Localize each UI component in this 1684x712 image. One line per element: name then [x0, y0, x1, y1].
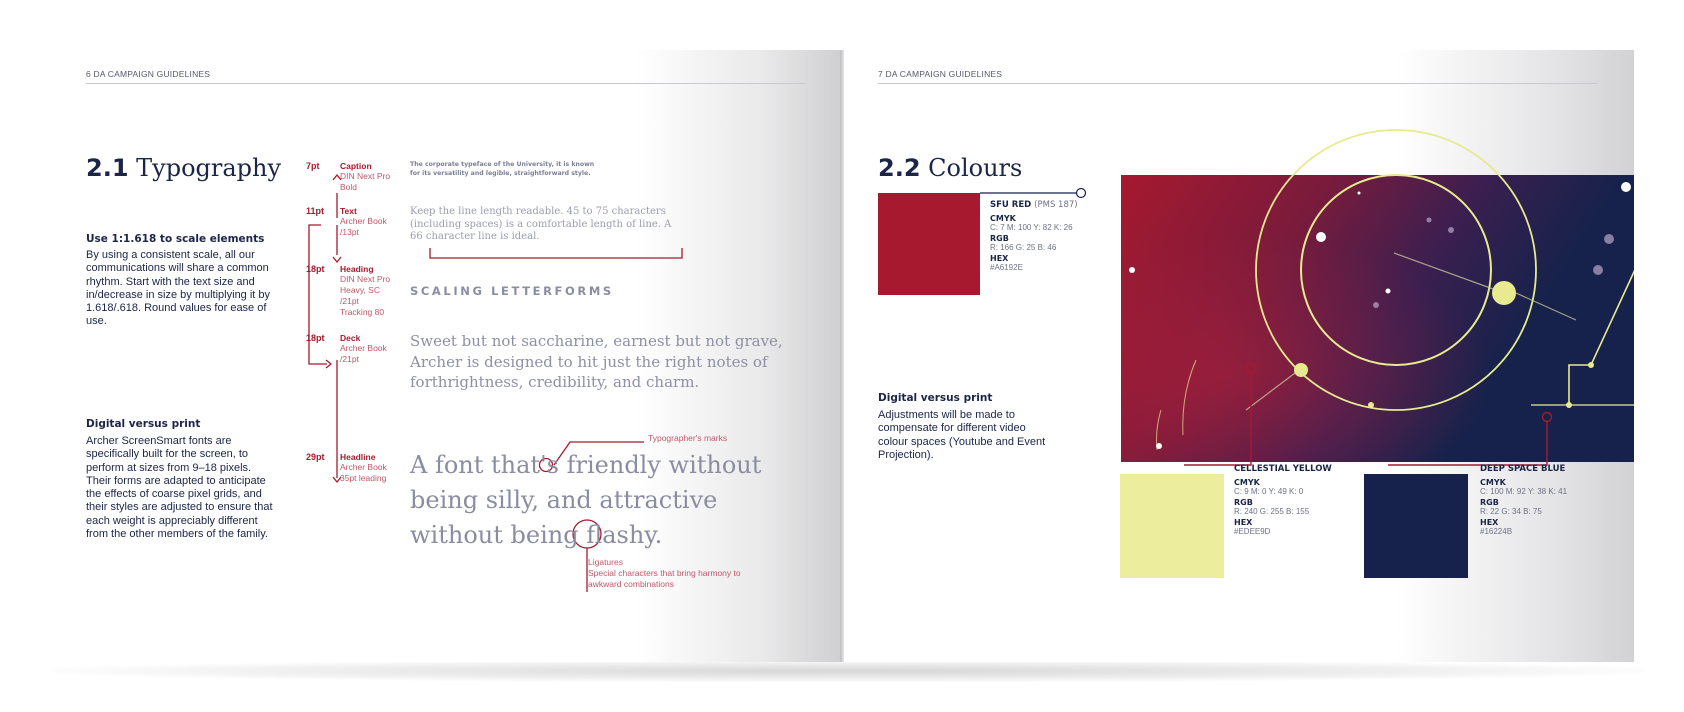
rgb-value: R: 240 G: 255 B: 155 [1234, 507, 1310, 516]
spec-line: Tracking 80 [340, 307, 385, 317]
caption-sample [410, 160, 594, 178]
colour-name: CELLESTIAL YELLOW [1234, 464, 1332, 474]
spec-line: /13pt [340, 227, 359, 237]
colour-info-sfu-red [990, 200, 1078, 272]
rgb-label: RGB [990, 234, 1009, 243]
colour-connectors [842, 50, 1634, 662]
running-head: 6 DA CAMPAIGN GUIDELINES [86, 69, 211, 79]
digital-body: Archer ScreenSmart fonts are specifically built for the screen, to perform at sizes from 9–18 pixels. Their forms are adapted to anticipate the effects of coarse pixel grids, and their styles are adjusted to ensure that each weight is appreciably different from the other members of the family. [86, 435, 273, 541]
deck-line: Archer is designed to hit just the right notes of [410, 352, 768, 371]
level-text-spec [340, 216, 387, 238]
deck-sample [410, 331, 783, 393]
cmyk-value: C: 9 M: 0 Y: 49 K: 0 [1234, 487, 1304, 496]
right-page [842, 50, 1634, 662]
swatch-sfu-red [878, 193, 980, 295]
hex-value: #EDEE9D [1234, 527, 1271, 536]
cmyk-value: C: 7 M: 100 Y: 82 K: 26 [990, 223, 1073, 232]
colour-name [990, 200, 1078, 210]
hex-value: #A6192E [990, 263, 1023, 272]
marks-annotation: Typographer's marks [648, 433, 728, 443]
size-text: 11pt [306, 206, 325, 216]
section-number: 2.1 [86, 154, 129, 182]
rgb-label: RGB [1480, 498, 1499, 507]
spec-line: Bold [340, 182, 358, 192]
swatch-celestial-yellow [1120, 474, 1224, 578]
spec-line: Heavy, SC [340, 285, 380, 295]
cmyk-label: CMYK [1234, 478, 1260, 487]
spec-line: Archer Book [340, 462, 387, 472]
spec-line: 35pt leading [340, 473, 387, 483]
colour-note: (PMS 187) [1034, 200, 1078, 210]
hex-label: HEX [990, 254, 1009, 263]
rgb-value: R: 166 G: 25 B: 46 [990, 243, 1057, 252]
ligatures-line: Special characters that bring harmony to [588, 568, 741, 578]
digital-body: Adjustments will be made to compensate for different video colour spaces (Youtube and Event Projection). [878, 409, 1046, 461]
spec-line: DIN Next Pro [340, 171, 391, 181]
rgb-label: RGB [1234, 498, 1253, 507]
text-line: 66 character line is ideal. [410, 231, 540, 242]
scale-heading: Use 1:1.618 to scale elements [86, 233, 265, 245]
caption-line: The corporate typeface of the University, it is known [410, 161, 595, 168]
section-title-text: Colours [928, 154, 1023, 182]
ligatures-line: awkward combinations [588, 579, 674, 589]
spec-line: /21pt [340, 296, 359, 306]
text-line: (including spaces) is a comfortable length of line. A [410, 218, 672, 230]
page-shadow [54, 660, 1644, 682]
headline-sample [410, 448, 761, 553]
spec-line: /21pt [340, 354, 359, 364]
digital-heading: Digital versus print [878, 392, 993, 404]
level-deck-spec [340, 343, 387, 365]
hex-value: #16224B [1480, 527, 1513, 536]
hex-label: HEX [1480, 518, 1499, 527]
book-spine [840, 50, 844, 662]
level-heading-spec [340, 274, 390, 318]
size-caption: 7pt [306, 161, 320, 171]
cmyk-label: CMYK [990, 214, 1016, 223]
ligatures-title: Ligatures [588, 557, 623, 567]
cmyk-value: C: 100 M: 92 Y: 38 K: 41 [1480, 487, 1568, 496]
caption-line: for its versatility and legible, straightforward style. [410, 170, 591, 177]
deck-line: forthrightness, credibility, and charm. [410, 373, 700, 391]
level-deck-name: Deck [340, 333, 361, 343]
headline-line: being silly, and attractive [410, 486, 718, 514]
size-deck: 18pt [306, 333, 325, 343]
running-head: 7 DA CAMPAIGN GUIDELINES [878, 69, 1003, 79]
headline-line: without being flashy. [410, 521, 663, 549]
colour-name: DEEP SPACE BLUE [1480, 464, 1566, 474]
ligatures-annotation [588, 557, 741, 590]
scale-body: By using a consistent scale, all our communications will share a common rhythm. Start with the text size and in/decrease in size by multiplying it by 1.618/.618. Round values for ease of use. [86, 249, 271, 328]
digital-heading: Digital versus print [86, 418, 201, 430]
level-headline-spec [340, 462, 387, 484]
level-caption-name: Caption [340, 161, 372, 171]
level-caption-spec [340, 171, 390, 193]
swatch-deep-space-blue [1364, 474, 1468, 578]
size-headline: 29pt [306, 452, 325, 462]
rgb-value: R: 22 G: 34 B: 75 [1480, 507, 1542, 516]
text-line: Keep the line length readable. 45 to 75 characters [410, 206, 666, 217]
colour-name-text: SFU RED [990, 200, 1032, 210]
headline-line: A font that's friendly without [410, 451, 762, 479]
size-heading: 18pt [306, 264, 325, 274]
colour-info-deep-space-blue [1480, 464, 1567, 536]
heading-sample: SCALING LETTERFORMS [410, 284, 614, 298]
text-sample [410, 206, 671, 244]
cmyk-label: CMYK [1480, 478, 1506, 487]
colour-info-celestial-yellow [1234, 464, 1332, 536]
spec-line: Archer Book [340, 343, 387, 353]
section-number: 2.2 [878, 154, 921, 182]
level-headline-name: Headline [340, 452, 376, 462]
hex-label: HEX [1234, 518, 1253, 527]
section-title-text: Typography [136, 154, 282, 182]
level-heading-name: Heading [340, 264, 374, 274]
spec-line: DIN Next Pro [340, 274, 391, 284]
level-text-name: Text [340, 206, 357, 216]
deck-line: Sweet but not saccharine, earnest but not grave, [410, 332, 783, 350]
left-page [50, 50, 842, 662]
spec-line: Archer Book [340, 216, 387, 226]
